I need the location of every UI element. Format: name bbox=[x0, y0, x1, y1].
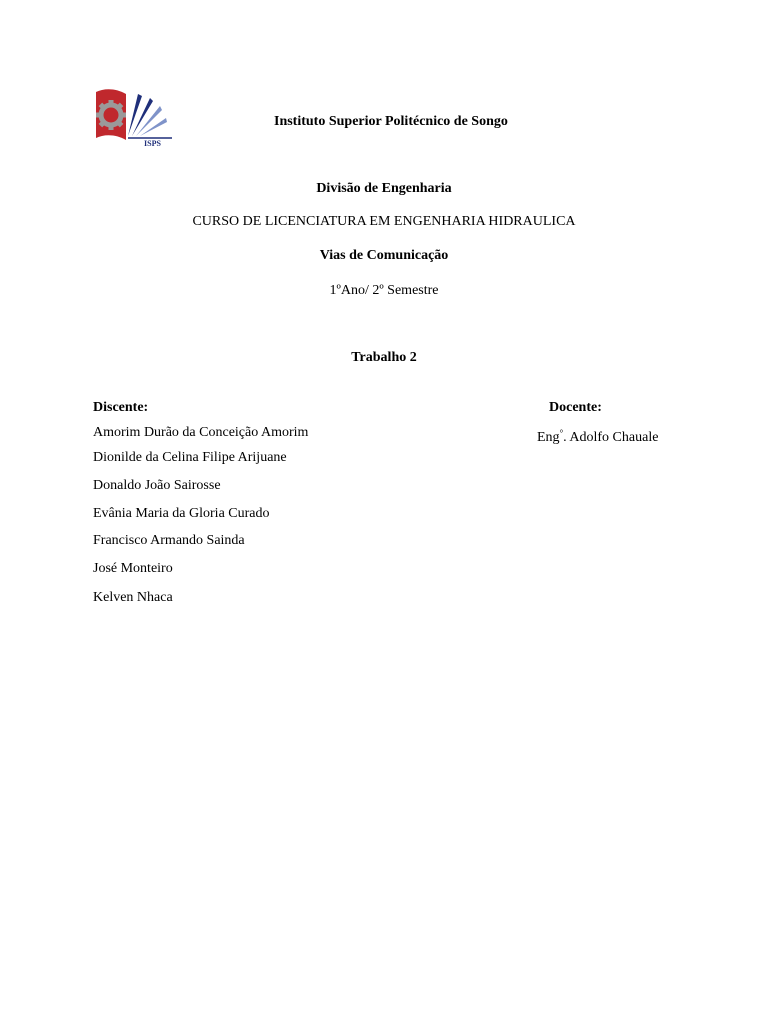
teacher-name-line bbox=[537, 424, 658, 447]
student-name: José Monteiro bbox=[93, 561, 173, 576]
student-name: Dionilde da Celina Filipe Arijuane bbox=[93, 450, 287, 465]
gear-icon bbox=[96, 100, 126, 130]
student-name: Kelven Nhaca bbox=[93, 590, 173, 605]
student-name: Francisco Armando Sainda bbox=[93, 533, 245, 548]
course-title: CURSO DE LICENCIATURA EM ENGENHARIA HIDRAULICA bbox=[192, 214, 576, 229]
student-name: Evânia Maria da Gloria Curado bbox=[93, 506, 270, 521]
logo-rays bbox=[128, 94, 167, 136]
logo-text: ISPS bbox=[144, 139, 161, 148]
year-semester: 1ºAno/ 2º Semestre bbox=[329, 283, 439, 298]
students-label: Discente: bbox=[93, 400, 149, 415]
degree-mark: ° bbox=[559, 428, 564, 438]
teacher-name: . Adolfo Chauale bbox=[563, 430, 659, 445]
institution-title: Instituto Superior Politécnico de Songo bbox=[274, 114, 508, 129]
isps-logo bbox=[94, 86, 174, 148]
teacher-prefix: Eng bbox=[537, 430, 560, 445]
division-title: Divisão de Engenharia bbox=[316, 181, 452, 196]
student-name: Donaldo João Sairosse bbox=[93, 478, 221, 493]
student-name: Amorim Durão da Conceição Amorim bbox=[93, 425, 309, 440]
subject-title: Vias de Comunicação bbox=[319, 248, 449, 263]
work-title: Trabalho 2 bbox=[351, 350, 417, 365]
teacher-label: Docente: bbox=[549, 400, 602, 415]
